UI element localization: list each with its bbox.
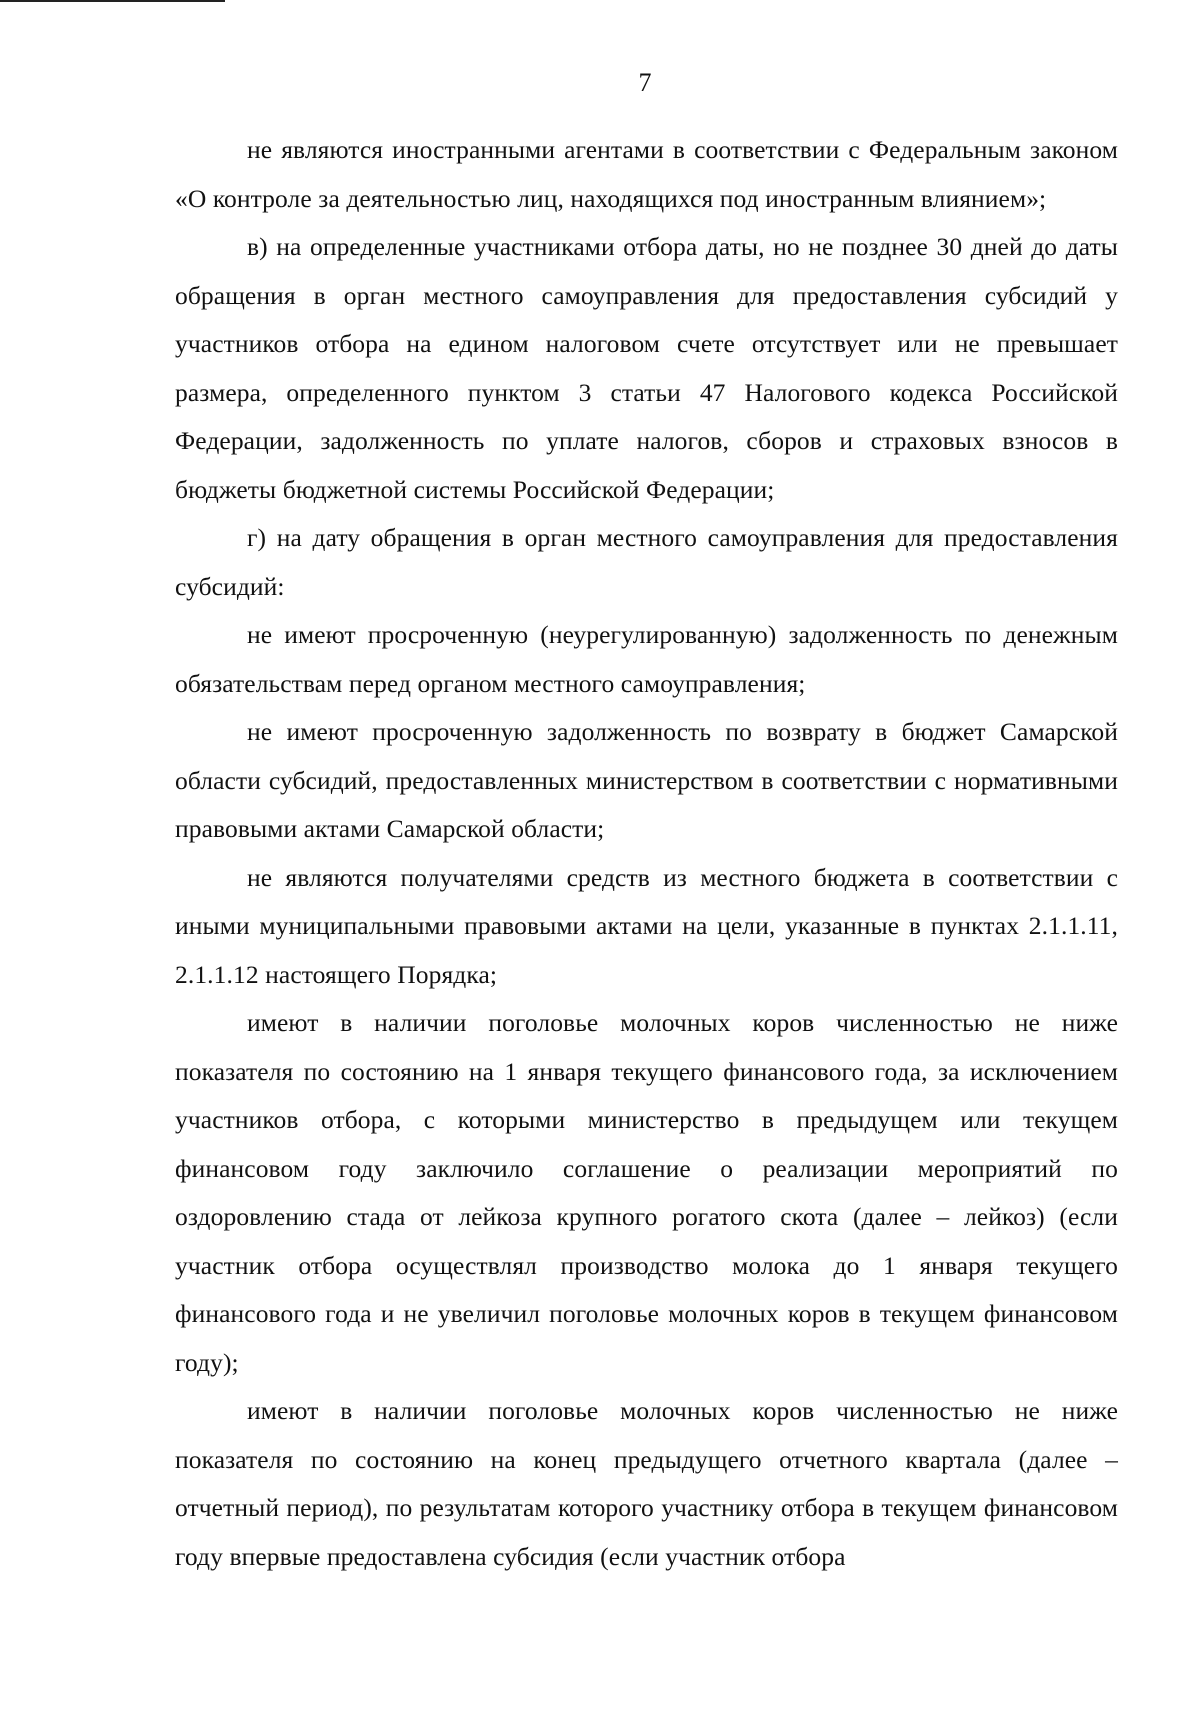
scan-edge-mark bbox=[0, 0, 225, 2]
paragraph-budget-debt: не имеют просроченную задолженность по возврату в бюджет Самарской области субсидий, предоставленных министерством в соответствии с нормативными правовыми актами Самарской области; bbox=[175, 717, 1118, 843]
paragraph-not-recipients: не являются получателями средств из местного бюджета в соответствии с иными муниципальными правовыми актами на цели, указанные в пунктах 2.1.1.11, 2.1.1.12 настоящего Порядка; bbox=[175, 862, 1118, 989]
paragraph-overdue-debt: не имеют просроченную (неурегулированную) задолженность по денежным обязательствам перед органом местного самоуправления; bbox=[175, 620, 1118, 698]
paragraph-item-g: г) на дату обращения в орган местного самоуправления для предоставления субсидий: bbox=[175, 523, 1118, 601]
paragraph-livestock-quarter: имеют в наличии поголовье молочных коров численностью не ниже показателя по состоянию на конец предыдущего отчетного квартала (далее – отчетный период), по результатам которого участнику отбора в текущем финансовом году впервые предоставлена субсидия (если участник отбора bbox=[175, 1396, 1118, 1571]
paragraph-livestock-january: имеют в наличии поголовье молочных коров численностью не ниже показателя по состоянию на 1 января текущего финансового года, за исключением участников отбора, с которыми министерство в предыдущем или текущем финансовом году заключило соглашение о реализации мероприятий по оздоровлению стада от лейкоза крупного рогатого скота (далее – лейкоз) (если участник отбора осуществлял производство молока до 1 января текущего финансового года и не увеличил поголовье молочных коров в текущем финансовом году); bbox=[175, 1008, 1118, 1377]
paragraph-foreign-agents: не являются иностранными агентами в соответствии с Федеральным законом «О контроле за деятельностью лиц, находящихся под иностранным влиянием»; bbox=[175, 135, 1118, 213]
page-number: 7 bbox=[638, 68, 652, 97]
document-body bbox=[175, 126, 1118, 1581]
paragraph-item-v: в) на определенные участниками отбора даты, но не позднее 30 дней до даты обращения в орган местного самоуправления для предоставления субсидий у участников отбора на едином налоговом счете отсутствует или не превышает размера, определенного пунктом 3 статьи 47 Налогового кодекса Российской Федерации, задолженность по уплате налогов, сборов и страховых взносов в бюджеты бюджетной системы Российской Федерации; bbox=[175, 232, 1118, 504]
